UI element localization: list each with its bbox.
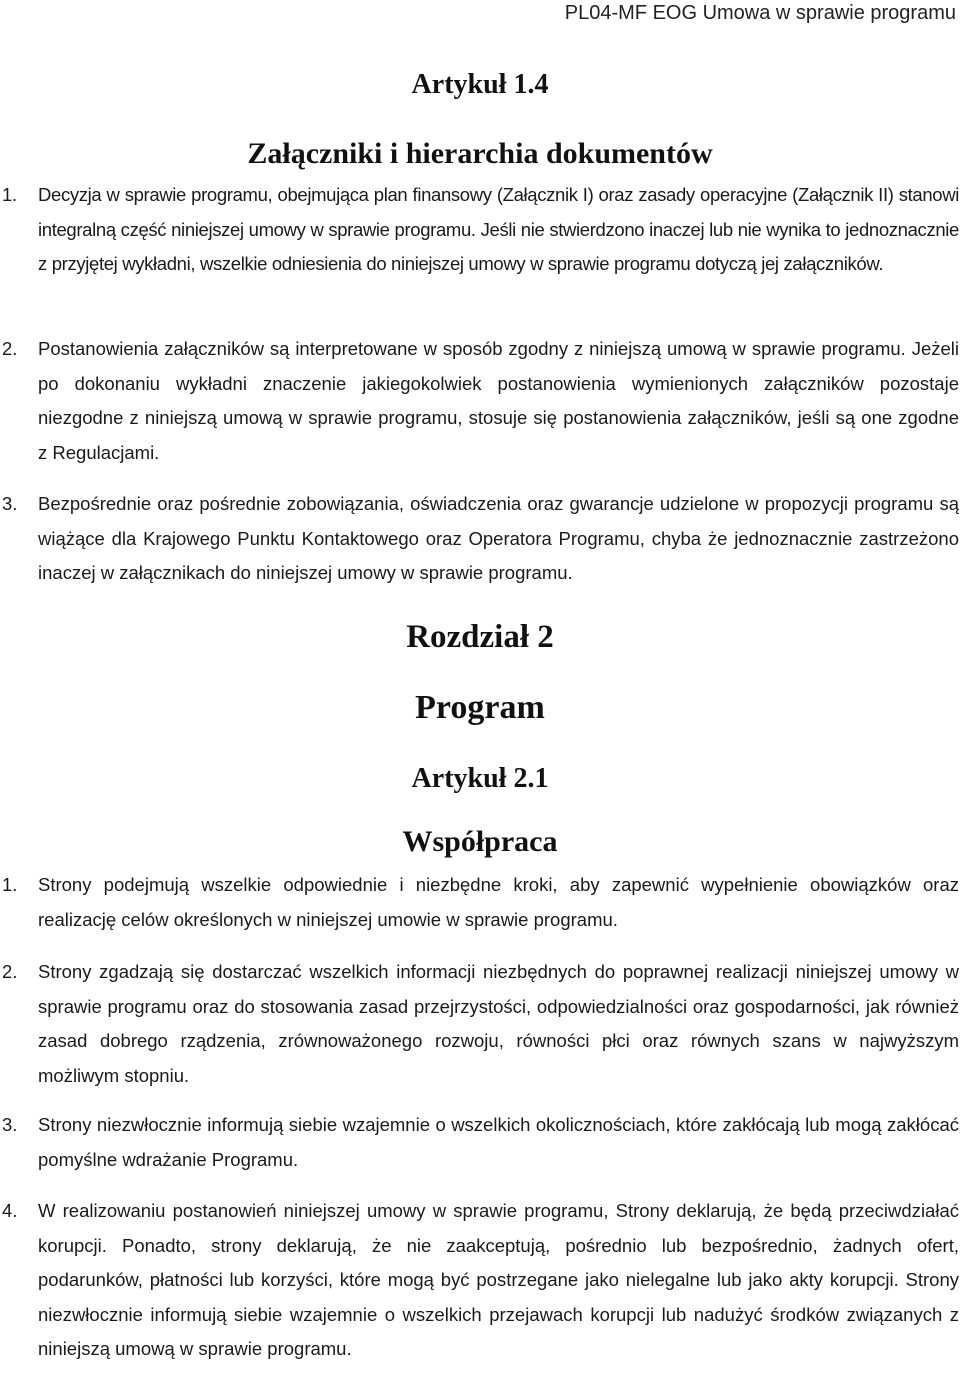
- paragraph-number: 1.: [2, 184, 17, 205]
- article-1-4-paragraph-1: [0, 178, 960, 282]
- paragraph-number: 4.: [2, 1200, 18, 1221]
- article-2-1-heading: Artykuł 2.1: [411, 763, 549, 794]
- paragraph-text: Strony podejmują wszelkie odpowiednie i niezbędne kroki, aby zapewnić wypełnienie obowiązków oraz realizację celów określonych w niniejszej umowie w sprawie programu.: [38, 874, 959, 930]
- paragraph-number: 2.: [2, 338, 18, 359]
- article-2-1-paragraph-2: [0, 955, 960, 1093]
- article-1-4-paragraph-3: [0, 487, 960, 591]
- article-1-4-paragraph-2: [0, 332, 960, 470]
- paragraph-text: Postanowienia załączników są interpretowane w sposób zgodny z niniejszą umową w sprawie programu. Jeżeli po dokonaniu wykładni znaczenie jakiegokolwiek postanowienia wymienionych załączników pozostaje niezgodne z niniejszą umową w sprawie programu, stosuje się postanowienia załączników, jeśli są one zgodne z Regulacjami.: [38, 338, 959, 463]
- article-2-1-paragraph-3: [0, 1108, 960, 1177]
- paragraph-text: Strony zgadzają się dostarczać wszelkich informacji niezbędnych do poprawnej realizacji niniejszej umowy w sprawie programu oraz do stosowania zasad przejrzystości, odpowiedzialności oraz gospodarności, jak również zasad dobrego rządzenia, zrównoważonego rozwoju, równości płci oraz równych szans w najwyższym możliwym stopniu.: [38, 961, 959, 1086]
- chapter-2-heading: Rozdział 2: [406, 619, 554, 655]
- article-1-4-title: Załączniki i hierarchia dokumentów: [247, 137, 713, 170]
- chapter-2-title: Program: [415, 689, 545, 726]
- paragraph-number: 1.: [2, 874, 18, 895]
- document-id-header: PL04-MF EOG Umowa w sprawie programu: [564, 2, 956, 24]
- article-1-4-heading: Artykuł 1.4: [411, 69, 549, 100]
- paragraph-text: W realizowaniu postanowień niniejszej umowy w sprawie programu, Strony deklarują, że będą przeciwdziałać korupcji. Ponadto, strony deklarują, że nie zaakceptują, pośrednio lub bezpośrednio, żadnych ofert, podarunków, płatności lub korzyści, które mogą być postrzegane jako nielegalne lub jako akty korupcji. Strony niezwłocznie informują siebie wzajemnie o wszelkich przejawach korupcji lub nadużyć środków związanych z niniejszą umową w sprawie programu.: [38, 1200, 959, 1359]
- article-2-1-paragraph-1: [0, 868, 960, 937]
- paragraph-number: 3.: [2, 493, 18, 514]
- article-2-1-paragraph-4: [0, 1194, 960, 1367]
- article-2-1-title: Współpraca: [402, 825, 558, 858]
- paragraph-text: Strony niezwłocznie informują siebie wzajemnie o wszelkich okolicznościach, które zakłócają lub mogą zakłócać pomyślne wdrażanie Programu.: [38, 1114, 959, 1170]
- paragraph-number: 3.: [2, 1114, 18, 1135]
- paragraph-number: 2.: [2, 961, 18, 982]
- paragraph-text: Decyzja w sprawie programu, obejmująca plan finansowy (Załącznik I) oraz zasady operacyjne (Załącznik II) stanowi integralną część niniejszej umowy w sprawie programu. Jeśli nie stwierdzono inaczej lub nie wynika to jednoznacznie z przyjętej wykładni, wszelkie odniesienia do niniejszej umowy w sprawie programu dotyczą jej załączników.: [38, 184, 959, 274]
- paragraph-text: Bezpośrednie oraz pośrednie zobowiązania, oświadczenia oraz gwarancje udzielone w propozycji programu są wiążące dla Krajowego Punktu Kontaktowego oraz Operatora Programu, chyba że jednoznacznie zastrzeżono inaczej w załącznikach do niniejszej umowy w sprawie programu.: [38, 493, 959, 583]
